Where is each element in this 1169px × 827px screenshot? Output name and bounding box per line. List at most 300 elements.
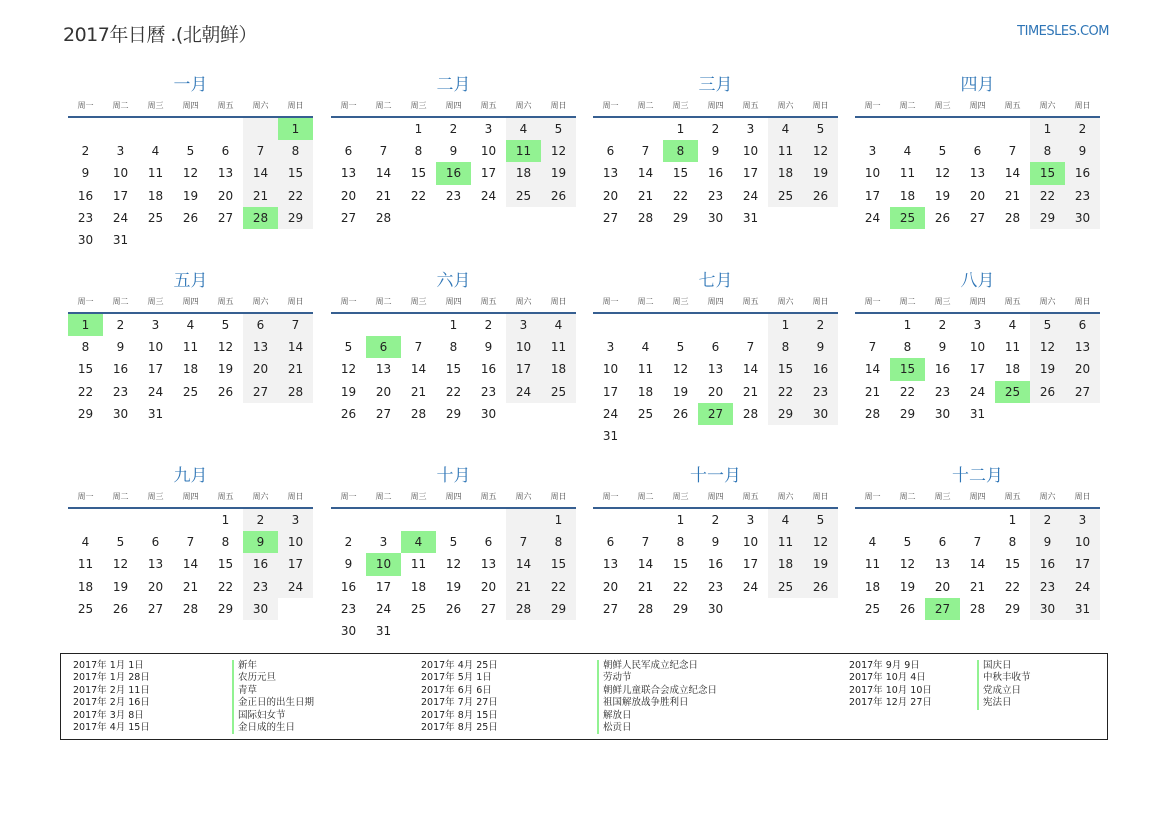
day-cell: 20	[217, 188, 234, 203]
weekday-header: 周日	[278, 98, 313, 118]
day-cell: 11	[768, 531, 803, 553]
month-calendar	[68, 270, 313, 425]
day-cell: 4	[506, 118, 541, 140]
day-cell: 7	[868, 340, 877, 355]
day-cell: 24	[506, 381, 541, 403]
month-grid	[593, 489, 838, 620]
day-cell: 1	[221, 513, 230, 527]
day-cell: 8	[903, 340, 912, 355]
day-cell: 18	[899, 188, 916, 203]
day-cell: 22	[410, 188, 427, 203]
day-cell: 4	[1008, 318, 1017, 332]
holiday-day-cell: 15	[890, 358, 925, 380]
day-cell: 26	[934, 210, 951, 225]
holiday-day-cell: 28	[243, 207, 278, 229]
month-name: 一月	[173, 75, 208, 95]
month-grid	[593, 98, 838, 229]
day-cell: 7	[641, 535, 650, 550]
month-calendar	[855, 270, 1100, 425]
day-cell: 2	[243, 509, 278, 531]
day-cell: 20	[480, 579, 497, 594]
empty-day-cell	[855, 118, 890, 140]
day-cell: 10	[742, 535, 759, 550]
weekday-header: 周一	[331, 98, 366, 118]
day-cell: 28	[410, 406, 427, 421]
day-cell: 13	[243, 336, 278, 358]
weekday-header: 周四	[698, 294, 733, 314]
day-cell: 1	[414, 122, 423, 136]
day-cell: 11	[541, 336, 576, 358]
day-cell: 9	[116, 340, 125, 355]
holiday-day-cell: 10	[366, 553, 401, 575]
day-cell: 9	[484, 340, 493, 355]
day-cell: 19	[182, 188, 199, 203]
day-cell: 9	[711, 535, 720, 550]
day-cell: 21	[243, 185, 278, 207]
weekday-header: 周五	[471, 294, 506, 314]
weekday-header: 周日	[1065, 489, 1100, 509]
day-cell: 5	[221, 318, 230, 332]
day-cell: 31	[375, 623, 392, 638]
month-name: 二月	[436, 75, 471, 95]
day-cell: 6	[243, 314, 278, 336]
day-cell: 17	[969, 362, 986, 377]
day-cell: 15	[410, 166, 427, 181]
day-cell: 14	[182, 557, 199, 572]
day-cell: 7	[1008, 144, 1017, 159]
day-cell: 18	[541, 358, 576, 380]
month-grid	[331, 98, 576, 229]
day-cell: 7	[641, 144, 650, 159]
day-cell: 4	[81, 535, 90, 550]
day-cell: 18	[864, 579, 881, 594]
weekday-header: 周二	[628, 489, 663, 509]
day-cell: 28	[742, 406, 759, 421]
month-name: 五月	[173, 271, 208, 291]
day-cell: 30	[243, 598, 278, 620]
day-cell: 8	[278, 140, 313, 162]
day-cell: 24	[1065, 576, 1100, 598]
day-cell: 25	[182, 384, 199, 399]
month-calendar	[331, 465, 576, 642]
day-cell: 4	[868, 535, 877, 550]
day-cell: 11	[1004, 340, 1021, 355]
month-grid	[331, 294, 576, 425]
day-cell: 17	[375, 579, 392, 594]
day-cell: 13	[934, 557, 951, 572]
day-cell: 24	[112, 210, 129, 225]
day-cell: 30	[112, 406, 129, 421]
month-calendar	[855, 74, 1100, 229]
empty-day-cell	[628, 314, 663, 336]
day-cell: 16	[707, 166, 724, 181]
legend-holiday-name: 松贡日	[597, 722, 717, 734]
empty-day-cell	[925, 509, 960, 531]
day-cell: 20	[707, 384, 724, 399]
weekday-header: 周四	[698, 489, 733, 509]
day-cell: 8	[221, 535, 230, 550]
month-name: 三月	[698, 75, 733, 95]
legend-holiday-date: 2017年 8月 25日	[421, 722, 498, 734]
day-cell: 30	[803, 403, 838, 425]
day-cell: 3	[151, 318, 160, 332]
day-cell: 20	[243, 358, 278, 380]
weekday-header: 周六	[243, 98, 278, 118]
holiday-day-cell: 1	[278, 118, 313, 140]
weekday-header: 周六	[768, 294, 803, 314]
weekday-header: 周日	[1065, 294, 1100, 314]
day-cell: 30	[1065, 207, 1100, 229]
day-cell: 21	[278, 358, 313, 380]
weekday-header: 周二	[890, 489, 925, 509]
weekday-header: 周六	[506, 489, 541, 509]
day-cell: 27	[969, 210, 986, 225]
day-cell: 1	[541, 509, 576, 531]
day-cell: 5	[803, 118, 838, 140]
weekday-header: 周日	[278, 294, 313, 314]
day-cell: 16	[707, 557, 724, 572]
holiday-day-cell: 27	[698, 403, 733, 425]
legend-dates-column-1	[73, 660, 150, 734]
day-cell: 22	[77, 384, 94, 399]
month-calendar	[331, 270, 576, 425]
legend-holiday-name: 青草	[232, 685, 314, 697]
empty-day-cell	[506, 509, 541, 531]
day-cell: 10	[864, 166, 881, 181]
day-cell: 15	[672, 166, 689, 181]
day-cell: 24	[864, 210, 881, 225]
day-cell: 26	[899, 601, 916, 616]
day-cell: 14	[637, 557, 654, 572]
day-cell: 9	[803, 336, 838, 358]
day-cell: 1	[1008, 513, 1017, 527]
weekday-header: 周三	[138, 489, 173, 509]
legend-holiday-name: 祖国解放战争胜利日	[597, 697, 717, 709]
day-cell: 15	[445, 362, 462, 377]
day-cell: 27	[147, 601, 164, 616]
day-cell: 19	[803, 162, 838, 184]
day-cell: 12	[182, 166, 199, 181]
day-cell: 11	[77, 557, 94, 572]
empty-day-cell	[733, 314, 768, 336]
empty-day-cell	[401, 314, 436, 336]
day-cell: 1	[676, 122, 685, 136]
holiday-day-cell: 25	[890, 207, 925, 229]
day-cell: 1	[768, 314, 803, 336]
day-cell: 20	[969, 188, 986, 203]
day-cell: 12	[217, 340, 234, 355]
weekday-header: 周四	[436, 489, 471, 509]
day-cell: 5	[676, 340, 685, 355]
weekday-header: 周六	[768, 98, 803, 118]
empty-day-cell	[855, 509, 890, 531]
month-name: 九月	[173, 466, 208, 486]
weekday-header: 周五	[208, 294, 243, 314]
day-cell: 7	[506, 531, 541, 553]
day-cell: 3	[746, 122, 755, 136]
month-calendar	[68, 74, 313, 251]
day-cell: 19	[445, 579, 462, 594]
day-cell: 28	[182, 601, 199, 616]
day-cell: 24	[742, 579, 759, 594]
month-calendar	[593, 465, 838, 620]
day-cell: 18	[506, 162, 541, 184]
day-cell: 28	[1004, 210, 1021, 225]
day-cell: 14	[1004, 166, 1021, 181]
day-cell: 9	[449, 144, 458, 159]
day-cell: 14	[243, 162, 278, 184]
legend-holiday-date: 2017年 2月 16日	[73, 697, 150, 709]
weekday-header: 周六	[1030, 489, 1065, 509]
day-cell: 7	[278, 314, 313, 336]
day-cell: 31	[1065, 598, 1100, 620]
day-cell: 12	[340, 362, 357, 377]
month-name: 四月	[960, 75, 995, 95]
weekday-header: 周三	[401, 489, 436, 509]
weekday-header: 周二	[890, 98, 925, 118]
day-cell: 2	[484, 318, 493, 332]
holiday-day-cell: 16	[436, 162, 471, 184]
day-cell: 15	[541, 553, 576, 575]
day-cell: 30	[340, 623, 357, 638]
month-calendar	[68, 465, 313, 620]
day-cell: 3	[278, 509, 313, 531]
weekday-header: 周日	[1065, 98, 1100, 118]
empty-day-cell	[593, 509, 628, 531]
day-cell: 24	[278, 576, 313, 598]
day-cell: 22	[672, 579, 689, 594]
day-cell: 27	[602, 601, 619, 616]
month-calendar	[331, 74, 576, 229]
day-cell: 4	[641, 340, 650, 355]
weekday-header: 周二	[103, 489, 138, 509]
holiday-day-cell: 6	[366, 336, 401, 358]
day-cell: 14	[742, 362, 759, 377]
weekday-header: 周二	[366, 489, 401, 509]
legend-holiday-name: 解放日	[597, 710, 717, 722]
month-calendar	[593, 74, 838, 229]
day-cell: 11	[182, 340, 199, 355]
weekday-header: 周五	[471, 489, 506, 509]
day-cell: 24	[480, 188, 497, 203]
day-cell: 16	[340, 579, 357, 594]
day-cell: 29	[217, 601, 234, 616]
day-cell: 28	[278, 381, 313, 403]
month-grid	[68, 98, 313, 251]
day-cell: 27	[243, 381, 278, 403]
legend-holiday-date: 2017年 1月 1日	[73, 660, 144, 671]
legend-holiday-date: 2017年 12月 27日	[849, 697, 932, 709]
day-cell: 10	[602, 362, 619, 377]
weekday-header: 周五	[733, 294, 768, 314]
weekday-header: 周一	[68, 98, 103, 118]
day-cell: 29	[541, 598, 576, 620]
day-cell: 11	[864, 557, 881, 572]
day-cell: 1	[1030, 118, 1065, 140]
weekday-header: 周四	[698, 98, 733, 118]
day-cell: 30	[1030, 598, 1065, 620]
weekday-header: 周三	[925, 98, 960, 118]
day-cell: 13	[602, 166, 619, 181]
day-cell: 17	[742, 166, 759, 181]
day-cell: 21	[969, 579, 986, 594]
empty-day-cell	[960, 509, 995, 531]
day-cell: 30	[707, 210, 724, 225]
day-cell: 5	[903, 535, 912, 550]
day-cell: 23	[480, 384, 497, 399]
day-cell: 14	[864, 362, 881, 377]
day-cell: 4	[903, 144, 912, 159]
month-name: 六月	[436, 271, 471, 291]
day-cell: 18	[77, 579, 94, 594]
day-cell: 21	[375, 188, 392, 203]
weekday-header: 周二	[103, 98, 138, 118]
day-cell: 23	[445, 188, 462, 203]
day-cell: 26	[803, 576, 838, 598]
day-cell: 19	[899, 579, 916, 594]
weekday-header: 周二	[366, 98, 401, 118]
day-cell: 23	[77, 210, 94, 225]
day-cell: 27	[375, 406, 392, 421]
weekday-header: 周一	[593, 489, 628, 509]
empty-day-cell	[68, 509, 103, 531]
month-name: 十二月	[952, 466, 1003, 486]
empty-day-cell	[628, 509, 663, 531]
day-cell: 2	[344, 535, 353, 550]
day-cell: 26	[217, 384, 234, 399]
day-cell: 30	[934, 406, 951, 421]
day-cell: 5	[344, 340, 353, 355]
day-cell: 31	[147, 406, 164, 421]
day-cell: 2	[1065, 118, 1100, 140]
day-cell: 18	[1004, 362, 1021, 377]
day-cell: 23	[707, 188, 724, 203]
day-cell: 29	[899, 406, 916, 421]
empty-day-cell	[593, 118, 628, 140]
weekday-header: 周五	[208, 489, 243, 509]
day-cell: 8	[414, 144, 423, 159]
day-cell: 6	[606, 144, 615, 159]
day-cell: 21	[1004, 188, 1021, 203]
day-cell: 7	[379, 144, 388, 159]
day-cell: 30	[480, 406, 497, 421]
weekday-header: 周三	[925, 489, 960, 509]
empty-day-cell	[436, 509, 471, 531]
weekday-header: 周五	[733, 489, 768, 509]
day-cell: 4	[186, 318, 195, 332]
legend-names-column-1	[232, 660, 314, 734]
weekday-header: 周一	[855, 294, 890, 314]
day-cell: 15	[768, 358, 803, 380]
day-cell: 3	[606, 340, 615, 355]
weekday-header: 周五	[471, 98, 506, 118]
month-grid	[331, 489, 576, 642]
day-cell: 5	[1030, 314, 1065, 336]
day-cell: 19	[934, 188, 951, 203]
empty-day-cell	[331, 118, 366, 140]
day-cell: 13	[480, 557, 497, 572]
day-cell: 3	[116, 144, 125, 159]
empty-day-cell	[68, 118, 103, 140]
weekday-header: 周五	[733, 98, 768, 118]
legend-dates-column-2	[421, 660, 498, 734]
day-cell: 13	[1065, 336, 1100, 358]
day-cell: 21	[637, 579, 654, 594]
day-cell: 7	[746, 340, 755, 355]
day-cell: 3	[746, 513, 755, 527]
day-cell: 9	[1030, 531, 1065, 553]
day-cell: 31	[969, 406, 986, 421]
day-cell: 23	[340, 601, 357, 616]
weekday-header: 周一	[331, 294, 366, 314]
day-cell: 28	[637, 210, 654, 225]
day-cell: 16	[934, 362, 951, 377]
day-cell: 1	[449, 318, 458, 332]
day-cell: 14	[506, 553, 541, 575]
holiday-day-cell: 25	[995, 381, 1030, 403]
day-cell: 20	[602, 188, 619, 203]
day-cell: 26	[112, 601, 129, 616]
day-cell: 17	[864, 188, 881, 203]
weekday-header: 周一	[331, 489, 366, 509]
day-cell: 14	[410, 362, 427, 377]
day-cell: 31	[602, 428, 619, 443]
day-cell: 18	[637, 384, 654, 399]
day-cell: 21	[864, 384, 881, 399]
empty-day-cell	[208, 118, 243, 140]
day-cell: 16	[803, 358, 838, 380]
empty-day-cell	[890, 509, 925, 531]
weekday-header: 周三	[401, 294, 436, 314]
day-cell: 2	[1030, 509, 1065, 531]
day-cell: 19	[672, 384, 689, 399]
weekday-header: 周日	[803, 489, 838, 509]
day-cell: 1	[903, 318, 912, 332]
holiday-legend	[60, 653, 1108, 740]
legend-holiday-date: 2017年 7月 27日	[421, 697, 498, 709]
day-cell: 9	[344, 557, 353, 572]
day-cell: 6	[221, 144, 230, 159]
day-cell: 3	[379, 535, 388, 550]
weekday-header: 周六	[1030, 294, 1065, 314]
day-cell: 19	[217, 362, 234, 377]
weekday-header: 周四	[173, 98, 208, 118]
day-cell: 12	[445, 557, 462, 572]
day-cell: 13	[340, 166, 357, 181]
weekday-header: 周一	[855, 98, 890, 118]
weekday-header: 周日	[803, 294, 838, 314]
legend-holiday-date: 2017年 6月 6日	[421, 684, 492, 696]
day-cell: 27	[480, 601, 497, 616]
day-cell: 25	[768, 576, 803, 598]
month-grid	[855, 98, 1100, 229]
weekday-header: 周三	[663, 489, 698, 509]
day-cell: 26	[541, 185, 576, 207]
day-cell: 31	[112, 232, 129, 247]
legend-holiday-date: 2017年 3月 8日	[73, 709, 144, 721]
day-cell: 22	[672, 188, 689, 203]
day-cell: 19	[112, 579, 129, 594]
day-cell: 15	[217, 557, 234, 572]
month-calendar	[593, 270, 838, 447]
day-cell: 10	[112, 166, 129, 181]
day-cell: 23	[934, 384, 951, 399]
day-cell: 2	[803, 314, 838, 336]
legend-holiday-name: 劳动节	[597, 672, 717, 684]
holiday-day-cell: 4	[401, 531, 436, 553]
day-cell: 28	[969, 601, 986, 616]
site-link[interactable]: TIMESLES.COM	[1017, 24, 1109, 39]
